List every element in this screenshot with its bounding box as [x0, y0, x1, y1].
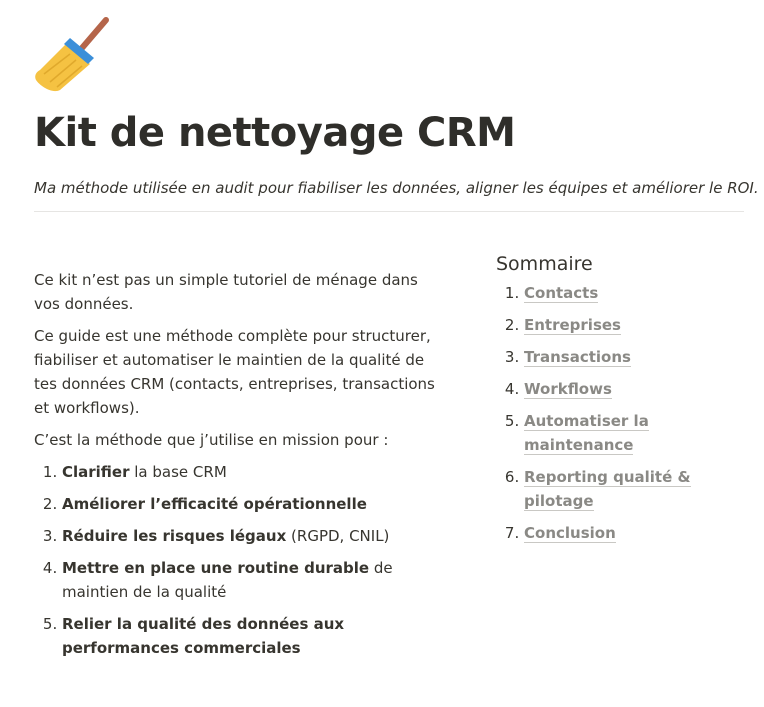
toc-item	[524, 345, 756, 369]
toc-link-entreprises[interactable]: Entreprises	[524, 316, 621, 334]
goal-bold: Améliorer l’efficacité opérationnelle	[62, 495, 367, 513]
toc-title: Sommaire	[496, 253, 593, 275]
intro-paragraph: C’est la méthode que j’utilise en mission pour :	[34, 431, 389, 449]
toc-item	[524, 465, 756, 513]
goal-item	[62, 612, 444, 660]
table-of-contents	[496, 253, 756, 553]
goal-bold: Relier la qualité des données aux performances commerciales	[62, 615, 345, 657]
goal-rest: de maintien de la qualité	[62, 559, 393, 601]
toc-link-reporting[interactable]: Reporting qualité & pilotage	[524, 468, 691, 510]
goal-rest: (RGPD, CNIL)	[286, 527, 390, 545]
goals-list	[34, 460, 444, 660]
toc-item	[524, 521, 756, 545]
page-title: Kit de nettoyage CRM	[34, 110, 516, 156]
toc-link-workflows[interactable]: Workflows	[524, 380, 612, 398]
goal-rest: la base CRM	[129, 463, 227, 481]
toc-link-transactions[interactable]: Transactions	[524, 348, 631, 366]
toc-item	[524, 281, 756, 305]
broom-icon	[30, 14, 114, 98]
page-subtitle: Ma méthode utilisée en audit pour fiabiliser les données, aligner les équipes et améliorer le ROI.	[34, 179, 759, 197]
toc-link-contacts[interactable]: Contacts	[524, 284, 599, 302]
intro-section	[34, 268, 444, 668]
intro-paragraph: Ce guide est une méthode complète pour structurer, fiabiliser et automatiser le maintien de la qualité de tes données CRM (contacts, entreprises, transactions et workflows).	[34, 327, 435, 417]
toc-list	[496, 281, 756, 545]
goal-bold: Mettre en place une routine durable	[62, 559, 370, 577]
goal-item	[62, 460, 444, 484]
intro-paragraph: Ce kit n’est pas un simple tutoriel de ménage dans vos données.	[34, 271, 418, 313]
divider	[34, 211, 744, 212]
goal-bold: Clarifier	[62, 463, 130, 481]
toc-item	[524, 409, 756, 457]
goal-bold: Réduire les risques légaux	[62, 527, 287, 545]
goal-item	[62, 524, 444, 548]
goal-item	[62, 556, 444, 604]
toc-link-automatiser[interactable]: Automatiser la maintenance	[524, 412, 649, 454]
toc-item	[524, 377, 756, 401]
toc-item	[524, 313, 756, 337]
toc-link-conclusion[interactable]: Conclusion	[524, 524, 616, 542]
goal-item	[62, 492, 444, 516]
